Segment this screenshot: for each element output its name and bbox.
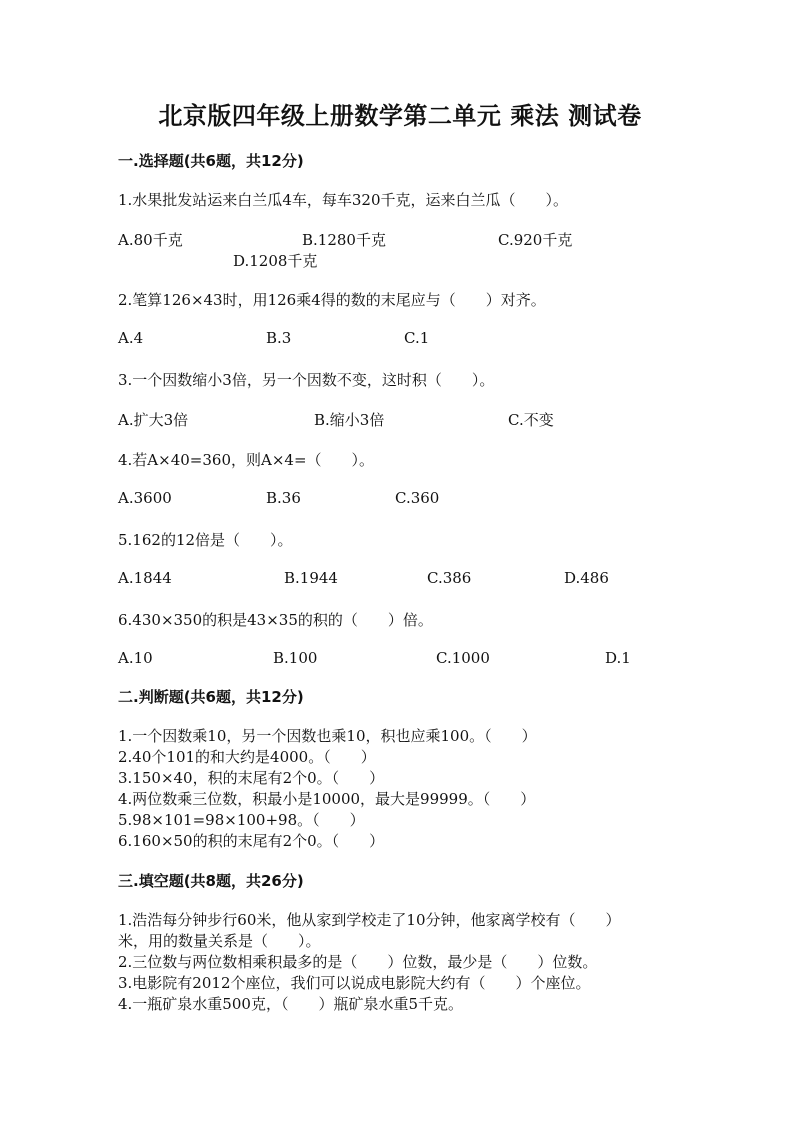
- page-title: 北京版四年级上册数学第二单元 乘法 测试卷: [158, 102, 642, 130]
- choice-3-option-a: A.扩大3倍: [118, 411, 189, 429]
- choice-6-option-b: B.100: [273, 649, 318, 667]
- choice-1-option-b: B.1280千克: [302, 231, 386, 249]
- fill-item-4: 4.一瓶矿泉水重500克，（ ）瓶矿泉水重5千克。: [118, 995, 463, 1013]
- section-heading-fill: 三.填空题(共8题，共26分): [118, 872, 304, 890]
- fill-item-2: 2.三位数与两位数相乘积最多的是（ ）位数，最少是（ ）位数。: [118, 953, 598, 971]
- judge-item-3: 3.150×40，积的末尾有2个0。（ ）: [118, 769, 385, 787]
- choice-5-option-b: B.1944: [284, 569, 338, 587]
- choice-question-6: 6.430×350的积是43×35的积的（ ）倍。: [118, 611, 433, 629]
- choice-4-option-b: B.36: [266, 489, 301, 507]
- fill-item-1-line-2: 米，用的数量关系是（ ）。: [118, 932, 321, 950]
- choice-2-option-b: B.3: [266, 329, 292, 347]
- choice-question-4: 4.若A×40=360，则A×4=（ ）。: [118, 451, 375, 469]
- choice-5-option-a: A.1844: [118, 569, 172, 587]
- choice-3-option-b: B.缩小3倍: [314, 411, 385, 429]
- choice-6-option-a: A.10: [118, 649, 153, 667]
- choice-1-option-d: D.1208千克: [233, 252, 318, 270]
- choice-6-option-d: D.1: [605, 649, 631, 667]
- fill-item-1-line-1: 1.浩浩每分钟步行60米，他从家到学校走了10分钟，他家离学校有（ ）: [118, 911, 621, 929]
- judge-item-6: 6.160×50的积的末尾有2个0。（ ）: [118, 832, 385, 850]
- fill-item-3: 3.电影院有2012个座位，我们可以说成电影院大约有（ ）个座位。: [118, 974, 591, 992]
- judge-item-4: 4.两位数乘三位数，积最小是10000，最大是99999。（ ）: [118, 790, 536, 808]
- choice-6-option-c: C.1000: [436, 649, 490, 667]
- section-heading-judge: 二.判断题(共6题，共12分): [118, 688, 304, 706]
- choice-question-2: 2.笔算126×43时，用126乘4得的数的末尾应与（ ）对齐。: [118, 291, 546, 309]
- judge-item-2: 2.40个101的和大约是4000。（ ）: [118, 748, 376, 766]
- choice-2-option-a: A.4: [118, 329, 144, 347]
- choice-5-option-d: D.486: [564, 569, 609, 587]
- choice-question-3: 3.一个因数缩小3倍，另一个因数不变，这时积（ ）。: [118, 371, 495, 389]
- choice-4-option-a: A.3600: [118, 489, 172, 507]
- choice-4-option-c: C.360: [395, 489, 440, 507]
- choice-3-option-c: C.不变: [508, 411, 554, 429]
- judge-item-5: 5.98×101=98×100+98。（ ）: [118, 811, 365, 829]
- judge-item-1: 1.一个因数乘10，另一个因数也乘10，积也应乘100。（ ）: [118, 727, 537, 745]
- choice-1-option-a: A.80千克: [118, 231, 183, 249]
- choice-question-5: 5.162的12倍是（ ）。: [118, 531, 293, 549]
- choice-5-option-c: C.386: [427, 569, 472, 587]
- section-heading-choice: 一.选择题(共6题，共12分): [118, 152, 304, 170]
- choice-question-1: 1.水果批发站运来白兰瓜4车，每车320千克，运来白兰瓜（ ）。: [118, 191, 568, 209]
- choice-1-option-c: C.920千克: [498, 231, 573, 249]
- choice-2-option-c: C.1: [404, 329, 430, 347]
